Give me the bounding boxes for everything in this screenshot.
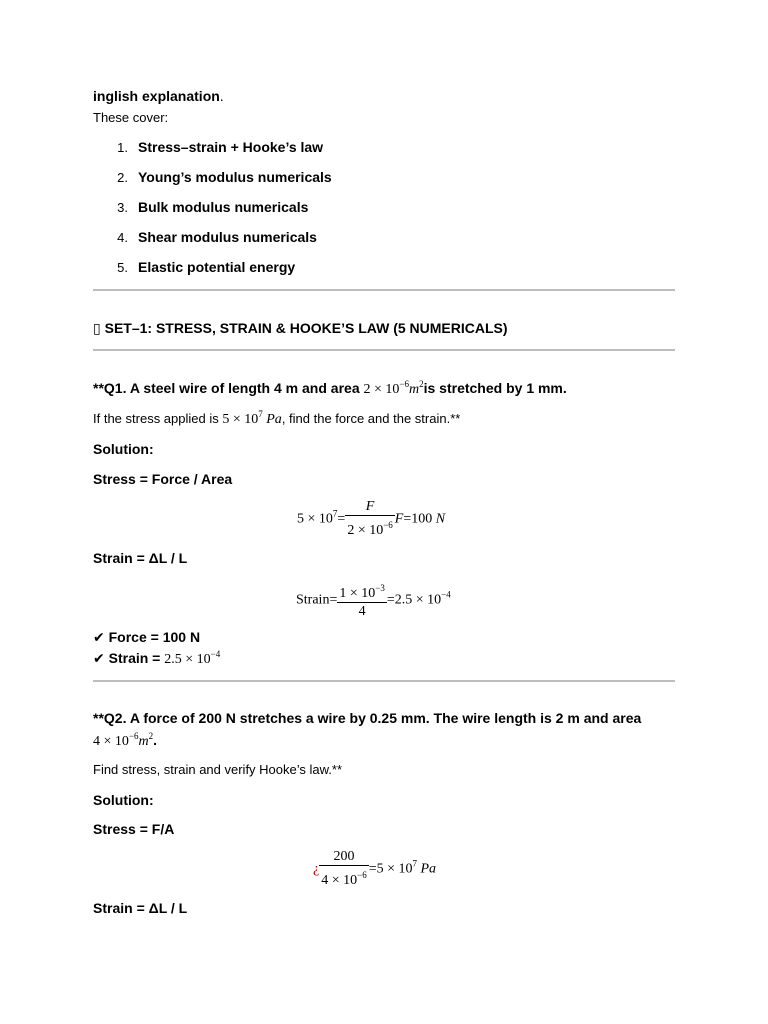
q1-equation-strain — [296, 580, 451, 621]
eq-error-mark: ¿ — [313, 861, 320, 877]
eq-term: 5 × 10 — [297, 511, 333, 527]
eq-exp: −6 — [383, 520, 393, 530]
set1-title: SET–1: STRESS, STRAIN & HOOKE’S LAW (5 NUMERICALS) — [104, 320, 508, 336]
q2-solution-label: Solution: — [93, 792, 154, 808]
q1-line2-post: , find the force and the strain.** — [281, 411, 461, 426]
eq-term: =2.5 × 10 — [386, 592, 442, 608]
eq-term: =100 — [403, 511, 433, 527]
q1-stress-exp: 7 — [258, 409, 263, 419]
list-item — [82, 199, 308, 215]
q1-answer-force: ✔ Force = 100 N — [93, 629, 201, 645]
eq-exp: −4 — [441, 589, 451, 600]
fraction-numerator: 200 — [333, 849, 355, 864]
q1-area-unit: m — [408, 382, 420, 397]
q1-answer-strain-value — [164, 649, 221, 667]
list-item-number: 2. — [117, 170, 128, 185]
eq-term: Strain= — [296, 592, 338, 608]
eq-unit: N — [435, 511, 446, 527]
fraction — [319, 849, 368, 890]
q1-stress-label: Stress = Force / Area — [93, 471, 233, 487]
eq-var: F — [394, 511, 404, 527]
divider — [93, 680, 675, 682]
eq-term: 2.5 × 10 — [164, 652, 211, 667]
q2-equation-stress — [313, 849, 436, 890]
q1-area-unit-exp: 2 — [419, 379, 424, 389]
list-item-label: Elastic potential energy — [138, 259, 296, 275]
q1-suffix: is stretched by 1 mm. — [423, 380, 567, 396]
fraction-denominator: 4 × 10 — [321, 873, 358, 888]
placeholder-glyph-icon: ▯ — [93, 320, 101, 336]
q1-line2 — [93, 411, 460, 428]
eq-exp: −3 — [375, 583, 385, 593]
intro-heading — [93, 88, 224, 104]
list-item — [82, 259, 295, 275]
fraction — [345, 499, 394, 540]
list-item-number: 5. — [117, 260, 128, 275]
q2-strain-label: Strain = ΔL / L — [93, 900, 188, 916]
list-item — [82, 169, 332, 185]
q1-answer-strain-label: ✔ Strain = — [93, 650, 165, 666]
list-item — [82, 229, 317, 245]
q2-stress-label: Stress = F/A — [93, 821, 175, 837]
eq-unit: Pa — [420, 861, 437, 877]
set1-heading — [93, 320, 508, 337]
q1-stress-coef: 5 × 10 — [222, 412, 259, 427]
eq-term: =5 × 10 — [368, 861, 413, 877]
q2-line1: **Q2. A force of 200 N stretches a wire by 0.25 mm. The wire length is 2 m and area — [93, 710, 642, 726]
q2-area — [93, 731, 154, 749]
eq-exp: 7 — [412, 858, 417, 869]
intro-heading-bold: inglish explanation — [93, 88, 220, 104]
intro-covers: These cover: — [93, 110, 169, 125]
q1-solution-label: Solution: — [93, 441, 154, 457]
divider — [93, 289, 675, 291]
q1-area-coef: 2 × 10 — [363, 382, 400, 397]
list-item-number: 4. — [117, 230, 128, 245]
fraction-numerator: F — [365, 499, 375, 514]
q2-area-unit-exp: 2 — [148, 731, 154, 741]
fraction-denominator: 4 — [337, 602, 386, 621]
list-item-label: Bulk modulus numericals — [138, 199, 309, 215]
list-item-number: 1. — [117, 140, 128, 155]
q1-stress-value — [222, 409, 282, 427]
list-item-label: Young’s modulus numericals — [138, 169, 332, 185]
q1-answer-strain — [93, 650, 220, 668]
list-item-label: Shear modulus numericals — [138, 229, 317, 245]
q1-area-exp: −6 — [399, 379, 409, 389]
fraction-numerator: 1 × 10 — [339, 586, 376, 601]
list-item — [82, 139, 323, 155]
q1-stress-unit: Pa — [266, 412, 282, 427]
q1-line1 — [93, 380, 567, 398]
q1-line2-pre: If the stress applied is — [93, 411, 223, 426]
eq-exp: −4 — [210, 649, 221, 659]
eq-exp: −6 — [357, 870, 367, 880]
q1-equation-force — [297, 499, 445, 540]
q2-area-dot: . — [153, 732, 157, 748]
q1-area — [363, 379, 424, 397]
q1-prefix: **Q1. A steel wire of length 4 m and area — [93, 380, 364, 396]
list-item-number: 3. — [117, 200, 128, 215]
q1-strain-label: Strain = ΔL / L — [93, 550, 188, 566]
q2-area-coef: 4 × 10 — [93, 734, 129, 749]
divider — [93, 349, 675, 351]
q2-area-unit: m — [138, 734, 149, 749]
q2-line3: Find stress, strain and verify Hooke’s law.** — [93, 762, 343, 777]
intro-heading-dot: . — [219, 88, 224, 104]
q2-area-exp: −6 — [128, 731, 139, 741]
eq-exp: 7 — [332, 508, 338, 519]
list-item-label: Stress–strain + Hooke’s law — [138, 139, 324, 155]
fraction-denominator: 2 × 10 — [347, 523, 384, 538]
eq-sign: = — [337, 511, 346, 527]
fraction — [337, 580, 386, 621]
q2-line2 — [93, 732, 157, 750]
